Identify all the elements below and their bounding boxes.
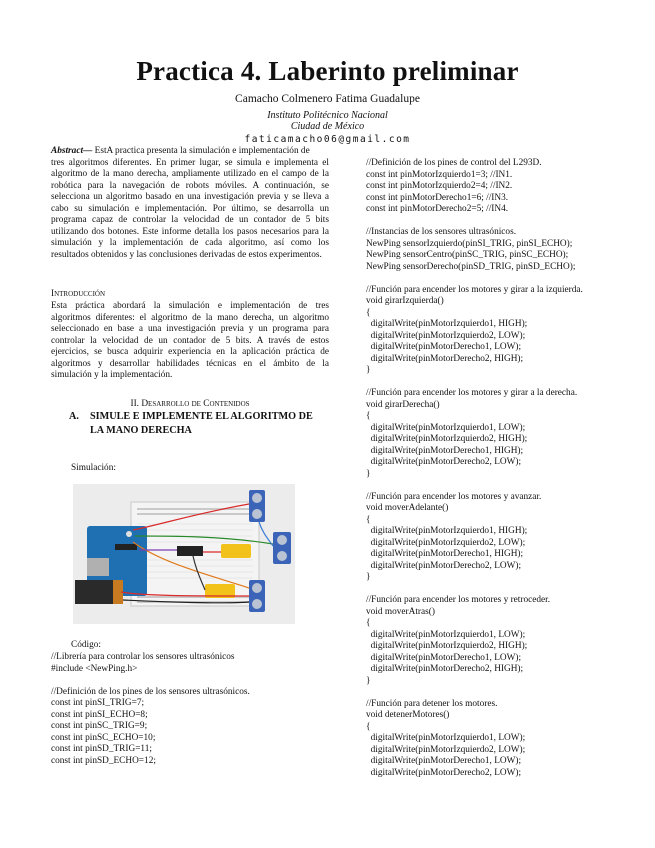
institution: Instituto Politécnico Nacional (267, 110, 388, 121)
code-line: const int pinSI_ECHO=8; (51, 709, 148, 720)
code-line: digitalWrite(pinMotorIzquierdo2, HIGH); (366, 434, 528, 444)
subsection-line: SIMULE E IMPLEMENTE EL ALGORITMO DE (90, 411, 313, 422)
introduction-line: simulación y la implementación. (51, 370, 173, 380)
code-line (366, 480, 626, 492)
abstract-line: resultados obtenidos y las conclusiones derivadas de estos experimentos. (51, 249, 322, 260)
code-line: digitalWrite(pinMotorIzquierdo1, LOW); (366, 733, 526, 743)
code-line: } (366, 365, 371, 375)
code-line: { (366, 307, 371, 318)
code-listing-right (366, 158, 626, 779)
subsection-heading: A. SIMULE E IMPLEMENTE EL ALGORITMO DE LA MANO DERECHA (69, 410, 333, 438)
code-line (366, 584, 626, 596)
code-line: void girarDerecha() (366, 399, 440, 410)
abstract-line: simulación y la implementación de cada algoritmo, así como los (51, 238, 329, 248)
introduction-line: seleccionado en base a una investigación previa y un programa para (51, 324, 329, 334)
code-line: //Función para encender los motores y avanzar. (366, 491, 542, 502)
author-name: Camacho Colmenero Fatima Guadalupe (235, 93, 420, 105)
code-line: digitalWrite(pinMotorDerecho1, HIGH); (366, 549, 524, 559)
abstract-line: robótica para la navegación de robots móviles. A continuación, se (51, 180, 329, 191)
code-line: digitalWrite(pinMotorIzquierdo1, LOW); (366, 629, 526, 640)
code-line: } (366, 675, 371, 686)
code-line: //Instancias de los sensores ultrasónicos. (366, 227, 517, 237)
city: Ciudad de México (290, 121, 365, 132)
abstract-line: cabo su simulación e implementación. Por último, se desarrolla un (51, 203, 329, 214)
code-line: #include <NewPing.h> (51, 663, 138, 674)
code-line: digitalWrite(pinMotorDerecho2, LOW); (366, 457, 522, 467)
code-line: digitalWrite(pinMotorIzquierdo1, LOW); (366, 422, 526, 433)
code-line: const int pinSC_TRIG=9; (51, 721, 148, 731)
code-line: //Función para encender los motores y retroceder. (366, 595, 551, 605)
code-line: digitalWrite(pinMotorDerecho2, LOW); (366, 767, 522, 778)
code-line: //Función para encender los motores y girar a la derecha. (366, 388, 578, 398)
code-line: //Definición de los pines de control del L293D. (366, 158, 542, 168)
code-line: const int pinSC_ECHO=10; (51, 732, 156, 743)
code-line: //Librería para controlar los sensores ultrasónicos (51, 652, 235, 662)
code-line: digitalWrite(pinMotorIzquierdo2, HIGH); (366, 641, 528, 651)
code-line: void girarIzquierda() (366, 296, 444, 306)
code-label: Código: (71, 640, 101, 650)
section-heading: II. Desarrollo de Contenidos (130, 399, 250, 409)
code-line: digitalWrite(pinMotorDerecho1, LOW); (366, 342, 522, 352)
code-line (51, 675, 329, 687)
code-listing-left (51, 652, 329, 767)
code-line: const int pinMotorDerecho1=6; //IN3. (366, 192, 509, 203)
code-line: digitalWrite(pinMotorDerecho2, HIGH); (366, 353, 524, 364)
code-line: digitalWrite(pinMotorIzquierdo1, HIGH); (366, 319, 528, 329)
abstract-line: selecciona un algoritmo basado en una investigación previa y se lleva a (51, 192, 329, 202)
code-line: const int pinSI_TRIG=7; (51, 698, 145, 708)
code-line: digitalWrite(pinMotorDerecho2, LOW); (366, 560, 522, 571)
code-line: NewPing sensorCentro(pinSC_TRIG, pinSC_ECHO); (366, 250, 569, 260)
abstract-label: Abstract— (51, 146, 93, 156)
abstract-line: tres algoritmos diferentes. En primer lugar, se simula e implementa el (51, 157, 329, 168)
code-line: const int pinSD_TRIG=11; (51, 744, 152, 754)
abstract-line: algoritmo de la mano derecha, ampliamente utilizado en el campo de la (51, 169, 329, 179)
code-line: digitalWrite(pinMotorDerecho1, LOW); (366, 756, 522, 766)
introduction-heading: Introducción (51, 289, 106, 299)
paper-title: Practica 4. Laberinto preliminar (136, 56, 519, 86)
introduction-line: ejercicios, se busca adquirir experiencia en la aplicación práctica de (51, 347, 329, 357)
code-line: void moverAdelante() (366, 503, 449, 513)
code-line: { (366, 411, 371, 421)
code-line: digitalWrite(pinMotorIzquierdo1, HIGH); (366, 526, 528, 536)
circuit-simulation-image (73, 484, 295, 624)
code-line: digitalWrite(pinMotorIzquierdo2, LOW); (366, 330, 526, 341)
code-line: digitalWrite(pinMotorIzquierdo2, LOW); (366, 744, 526, 755)
code-line: digitalWrite(pinMotorDerecho1, HIGH); (366, 445, 524, 456)
code-line: const int pinMotorDerecho2=5; //IN4. (366, 204, 509, 214)
code-line: const int pinMotorIzquierdo1=3; //IN1. (366, 169, 513, 180)
code-line: digitalWrite(pinMotorDerecho1, LOW); (366, 652, 522, 663)
code-line: digitalWrite(pinMotorIzquierdo2, LOW); (366, 537, 526, 548)
code-line (366, 273, 626, 285)
code-line: digitalWrite(pinMotorDerecho2, HIGH); (366, 664, 524, 674)
code-line: //Definición de los pines de los sensores ultrasónicos. (51, 686, 250, 697)
author-email: faticamacho06@gmail.com (244, 134, 411, 145)
introduction-body (51, 301, 329, 382)
code-line (366, 216, 626, 228)
abstract-line: utilizando dos botones. Este informe detalla los pasos necesarios para la (51, 226, 329, 237)
introduction-line: controlar la velocidad de un contador de 5 bits. A través de estos (51, 335, 329, 346)
simulation-label: Simulación: (71, 463, 116, 473)
code-line: NewPing sensorDerecho(pinSD_TRIG, pinSD_ECHO); (366, 261, 576, 272)
code-line (366, 687, 626, 699)
code-line: } (366, 572, 371, 582)
code-line (366, 377, 626, 389)
circuit-diagram (73, 484, 295, 624)
introduction-line: algoritmos y desarrollar habilidades técnicas en el ámbito de la (51, 358, 329, 369)
code-line: //Función para detener los motores. (366, 698, 498, 709)
code-line: { (366, 514, 371, 525)
code-line: const int pinSD_ECHO=12; (51, 755, 156, 766)
abstract-line: programa capaz de controlar la velocidad de un contador de 5 bits (51, 215, 329, 225)
code-line: } (366, 468, 371, 479)
affiliation (0, 110, 655, 132)
code-line: void detenerMotores() (366, 710, 450, 720)
code-line: { (366, 618, 371, 628)
introduction-line: algoritmos diferentes: el algoritmo de la mano derecha, un algoritmo (51, 312, 329, 323)
subsection-line: LA MANO DERECHA (90, 425, 192, 436)
code-line: void moverAtras() (366, 606, 435, 617)
abstract (51, 146, 329, 261)
code-line: { (366, 721, 371, 732)
code-line: const int pinMotorIzquierdo2=4; //IN2. (366, 181, 513, 191)
introduction-line: Esta práctica abordará la simulación e implementación de tres (51, 301, 329, 311)
code-line: NewPing sensorIzquierdo(pinSI_TRIG, pinSI_ECHO); (366, 238, 573, 249)
abstract-line: EstA practica presenta la simulación e implementación de (94, 146, 310, 156)
code-line: //Función para encender los motores y girar a la izquierda. (366, 284, 583, 295)
